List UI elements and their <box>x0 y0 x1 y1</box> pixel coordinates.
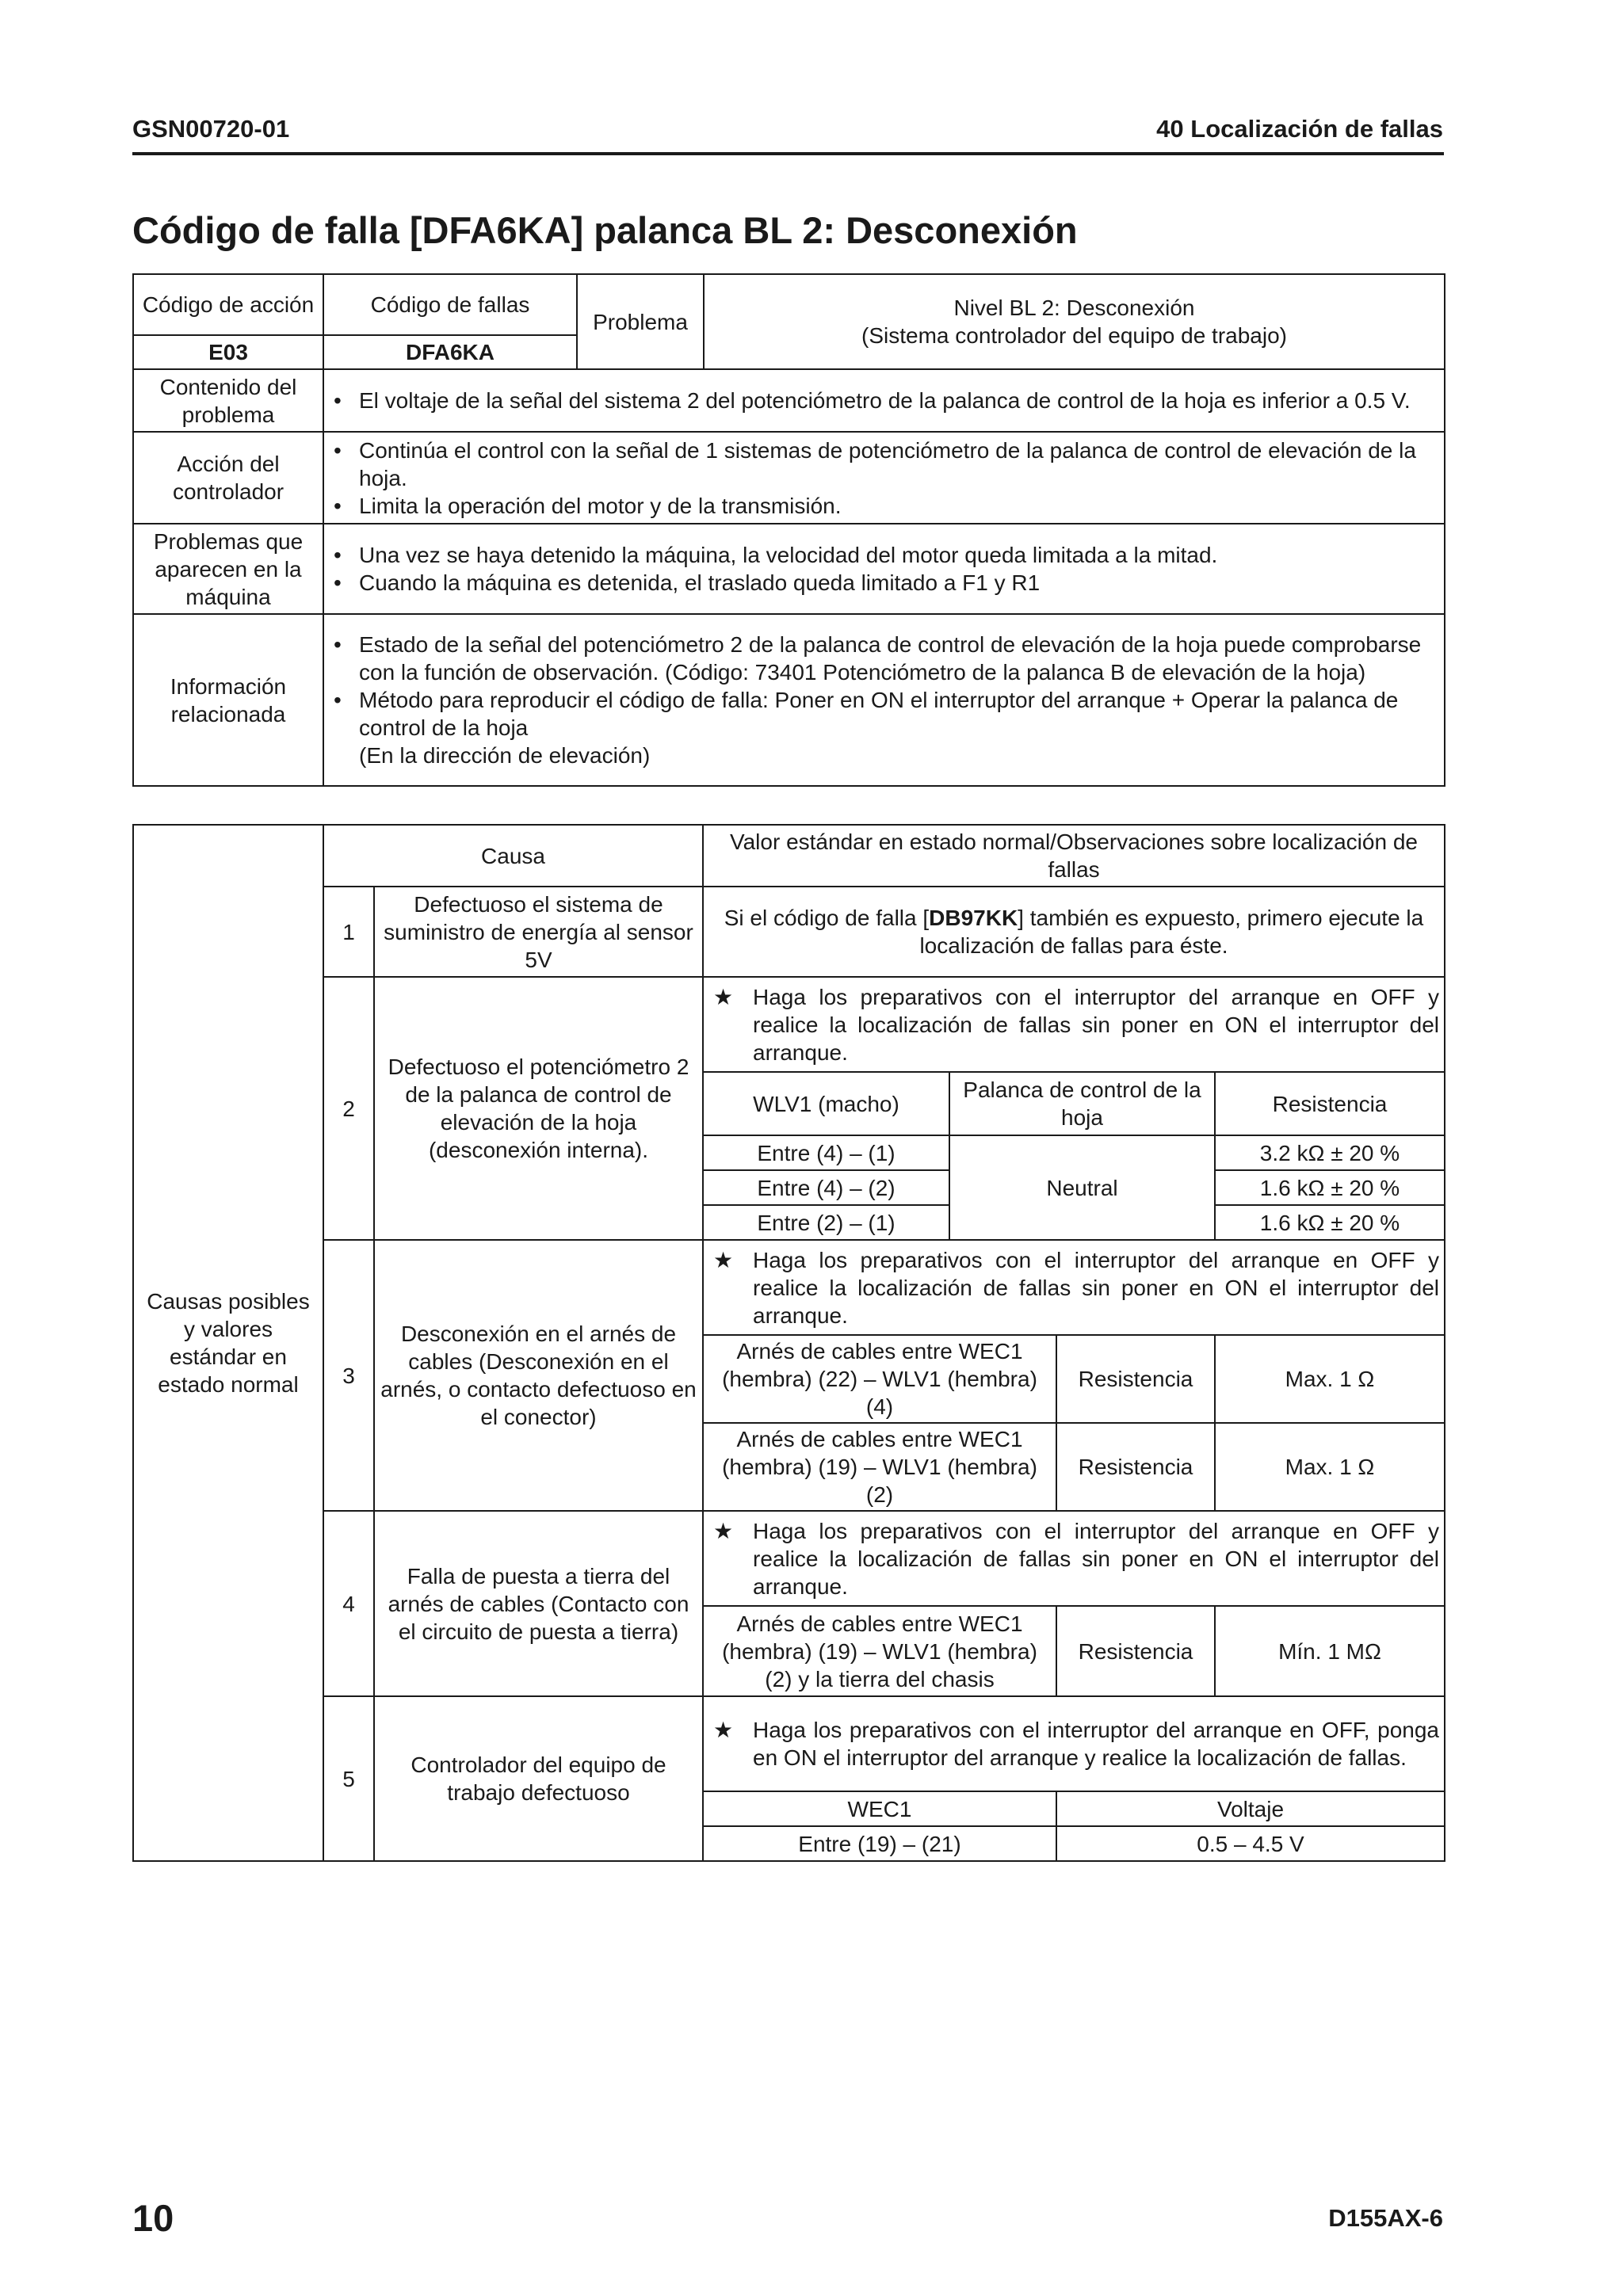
cause-text: Defectuoso el sistema de suministro de energía al sensor 5V <box>374 887 703 977</box>
resistance-value: 3.2 kΩ ± 20 % <box>1215 1135 1445 1170</box>
star-note: ★ Haga los preparativos con el interruptor del arranque en OFF y realice la localización de fallas sin poner en ON el interruptor del arranque. <box>703 977 1445 1072</box>
section-title: 40 Localización de fallas <box>1156 115 1443 143</box>
column-header: Voltaje <box>1056 1791 1445 1826</box>
problem-content <box>323 369 1445 432</box>
cause-number: 5 <box>323 1696 374 1861</box>
connector-pins: Entre (4) – (1) <box>703 1135 949 1170</box>
connector-pins: Entre (19) – (21) <box>703 1826 1056 1861</box>
resistance-value: 1.6 kΩ ± 20 % <box>1215 1205 1445 1240</box>
measurement-type: Resistencia <box>1056 1606 1215 1696</box>
star-note: ★ Haga los preparativos con el interruptor del arranque en OFF, ponga en ON el interruptor del arranque y realice la localización de fallas. <box>703 1696 1445 1791</box>
list-item: • Método para reproducir el código de falla: Poner en ON el interruptor del arranque + Operar la palanca de control de la hoja (En la dirección de elevación) <box>329 686 1439 769</box>
controller-action-label: Acción del controlador <box>133 432 323 524</box>
measurement-value: Max. 1 Ω <box>1215 1423 1445 1511</box>
page-title: Código de falla [DFA6KA] palanca BL 2: Desconexión <box>132 209 1078 251</box>
resistance-value: 1.6 kΩ ± 20 % <box>1215 1170 1445 1205</box>
machine-problems <box>323 524 1445 614</box>
voltage-value: 0.5 – 4.5 V <box>1056 1826 1445 1861</box>
related-info-label: Información relacionada <box>133 614 323 786</box>
column-header: WLV1 (macho) <box>703 1072 949 1135</box>
causes-table <box>132 824 1445 1862</box>
star-icon: ★ <box>713 1247 734 1272</box>
harness-description: Arnés de cables entre WEC1 (hembra) (22) – WLV1 (hembra) (4) <box>703 1335 1056 1423</box>
measurement-type: Resistencia <box>1056 1335 1215 1423</box>
cause-header: Causa <box>323 825 703 887</box>
problem-content-label: Contenido del problema <box>133 369 323 432</box>
cause-number: 4 <box>323 1511 374 1696</box>
list-item: • Limita la operación del motor y de la transmisión. <box>329 492 1439 520</box>
cause-text: Falla de puesta a tierra del arnés de cables (Contacto con el circuito de puesta a tierra) <box>374 1511 703 1696</box>
star-note: ★ Haga los preparativos con el interruptor del arranque en OFF y realice la localización de fallas sin poner en ON el interruptor del arranque. <box>703 1511 1445 1606</box>
connector-pins: Entre (2) – (1) <box>703 1205 949 1240</box>
cause-number: 3 <box>323 1240 374 1511</box>
problem-summary: Nivel BL 2: Desconexión (Sistema controlador del equipo de trabajo) <box>704 274 1445 369</box>
document-id: GSN00720-01 <box>132 115 290 143</box>
header-rule <box>132 152 1444 155</box>
page-number: 10 <box>132 2197 174 2239</box>
measurement-type: Resistencia <box>1056 1423 1215 1511</box>
cause-1-note: Si el código de falla [DB97KK] también es expuesto, primero ejecute la localización de fallas para éste. <box>703 887 1445 977</box>
cause-text: Controlador del equipo de trabajo defectuoso <box>374 1696 703 1861</box>
fault-code: DFA6KA <box>323 335 577 369</box>
star-note: ★ Haga los preparativos con el interruptor del arranque en OFF y realice la localización de fallas sin poner en ON el interruptor del arranque. <box>703 1240 1445 1335</box>
star-icon: ★ <box>713 984 734 1009</box>
model-code: D155AX-6 <box>1328 2204 1443 2232</box>
column-header: WEC1 <box>703 1791 1056 1826</box>
standard-value-header: Valor estándar en estado normal/Observaciones sobre localización de fallas <box>703 825 1445 887</box>
cause-number: 1 <box>323 887 374 977</box>
fault-info-table <box>132 273 1445 787</box>
action-code: E03 <box>133 335 323 369</box>
star-icon: ★ <box>713 1718 734 1742</box>
column-header: Palanca de control de la hoja <box>949 1072 1215 1135</box>
measurement-value: Max. 1 Ω <box>1215 1335 1445 1423</box>
lever-state: Neutral <box>949 1135 1215 1240</box>
measurement-value: Mín. 1 MΩ <box>1215 1606 1445 1696</box>
cause-number: 2 <box>323 977 374 1240</box>
star-icon: ★ <box>713 1518 734 1543</box>
fault-code-label: Código de fallas <box>323 274 577 335</box>
action-code-label: Código de acción <box>133 274 323 335</box>
related-info <box>323 614 1445 786</box>
list-item: • Estado de la señal del potenciómetro 2 de la palanca de control de elevación de la hoja puede comprobarse con la función de observación. (Código: 73401 Potenciómetro de la palanca B de elevación de la hoja) <box>329 631 1439 686</box>
problem-label: Problema <box>577 274 704 369</box>
list-item: • Una vez se haya detenido la máquina, la velocidad del motor queda limitada a la mitad. <box>329 541 1439 569</box>
list-item: • El voltaje de la señal del sistema 2 del potenciómetro de la palanca de control de la hoja es inferior a 0.5 V. <box>329 387 1439 414</box>
causes-left-label: Causas posibles y valores estándar en estado normal <box>133 825 323 1861</box>
machine-problems-label: Problemas que aparecen en la máquina <box>133 524 323 614</box>
harness-description: Arnés de cables entre WEC1 (hembra) (19) – WLV1 (hembra) (2) y la tierra del chasis <box>703 1606 1056 1696</box>
controller-action <box>323 432 1445 524</box>
connector-pins: Entre (4) – (2) <box>703 1170 949 1205</box>
harness-description: Arnés de cables entre WEC1 (hembra) (19) – WLV1 (hembra) (2) <box>703 1423 1056 1511</box>
cause-text: Desconexión en el arnés de cables (Desconexión en el arnés, o contacto defectuoso en el conector) <box>374 1240 703 1511</box>
column-header: Resistencia <box>1215 1072 1445 1135</box>
list-item: • Continúa el control con la señal de 1 sistemas de potenciómetro de la palanca de control de elevación de la hoja. <box>329 437 1439 492</box>
related-fault-code: DB97KK <box>929 906 1018 930</box>
list-item: • Cuando la máquina es detenida, el traslado queda limitado a F1 y R1 <box>329 569 1439 597</box>
cause-text: Defectuoso el potenciómetro 2 de la palanca de control de elevación de la hoja (desconexión interna). <box>374 977 703 1240</box>
